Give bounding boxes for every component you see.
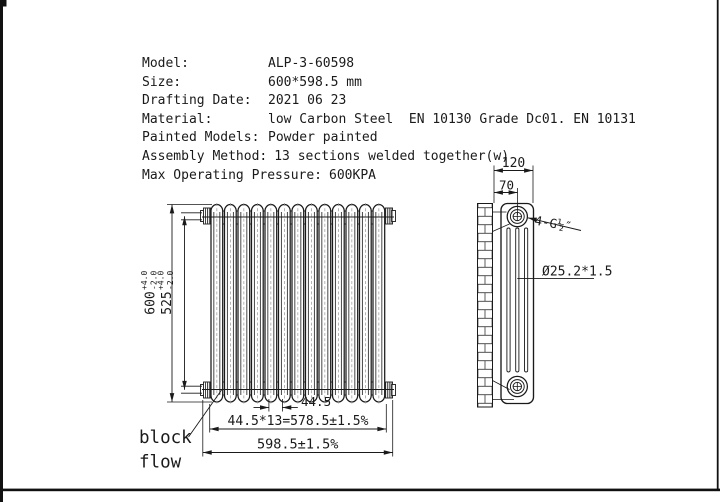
- dim-offset-value: 70: [498, 177, 515, 193]
- spec-label: Assembly Method:: [142, 148, 268, 164]
- spec-label: Drafting Date:: [142, 93, 252, 109]
- spec-label: Size:: [142, 74, 182, 90]
- sheet-corner-mark: [0, 0, 7, 7]
- dim-525-minus-tol: -2.0: [166, 270, 175, 290]
- dim-600-value: 600: [143, 291, 159, 315]
- dimension-offset-70: [494, 178, 518, 216]
- spec-label: Painted Models:: [142, 130, 260, 146]
- spec-value: ALP-3-60598: [268, 56, 355, 71]
- sheet-border-left: [0, 0, 3, 502]
- bottom-tapping-boss: [507, 376, 527, 396]
- dim-525-value: 525: [160, 291, 175, 315]
- spec-label: Model:: [142, 56, 189, 71]
- dim-depth-value: 120: [501, 156, 526, 171]
- spec-value: 13 sections welded together(w): [274, 148, 510, 164]
- tube-diameter-callout: [517, 265, 612, 280]
- front-view: [139, 203, 396, 473]
- dim-600-plus-tol: +4.0: [140, 270, 149, 290]
- spec-value: low Carbon Steel EN 10130 Grade Dc01. EN 10131: [268, 111, 636, 127]
- side-view: [478, 156, 613, 407]
- spec-label: Max Operating Pressure:: [142, 167, 323, 183]
- front-view-sections: [211, 203, 385, 404]
- sheet-border-right: [717, 0, 719, 491]
- block-flow-line1: block: [139, 428, 192, 448]
- block-flow-line2: flow: [139, 452, 182, 473]
- dim-overall-width-value: 598.5±1.5%: [257, 436, 339, 453]
- spec-value: 600*598.5 mm: [268, 74, 362, 90]
- thread-callout-text: 4-G½″: [533, 212, 574, 234]
- side-tubes: [507, 228, 528, 372]
- spec-value: 2021 06 23: [268, 93, 347, 109]
- dim-525-plus-tol: +4.0: [156, 270, 166, 290]
- wall-section: [478, 204, 493, 408]
- sheet-border-bottom: [0, 489, 720, 492]
- thread-callout: [528, 213, 581, 234]
- tube-diameter-text: Ø25.2*1.5: [542, 264, 613, 280]
- radiator-side-body: [501, 204, 534, 404]
- wall-brackets: [493, 212, 515, 400]
- dim-600-minus-tol: -2.0: [149, 270, 159, 290]
- spec-value: 600KPA: [329, 167, 376, 183]
- dim-section-width-value: 44.5: [301, 394, 332, 409]
- dim-sections-total-value: 44.5*13=578.5±1.5%: [227, 414, 369, 429]
- spec-value: Powder painted: [268, 130, 378, 146]
- dimension-sections-total: [210, 404, 387, 433]
- dimension-height-525: [157, 213, 203, 393]
- dimension-height-600: [140, 205, 212, 403]
- spec-label: Material:: [142, 111, 213, 127]
